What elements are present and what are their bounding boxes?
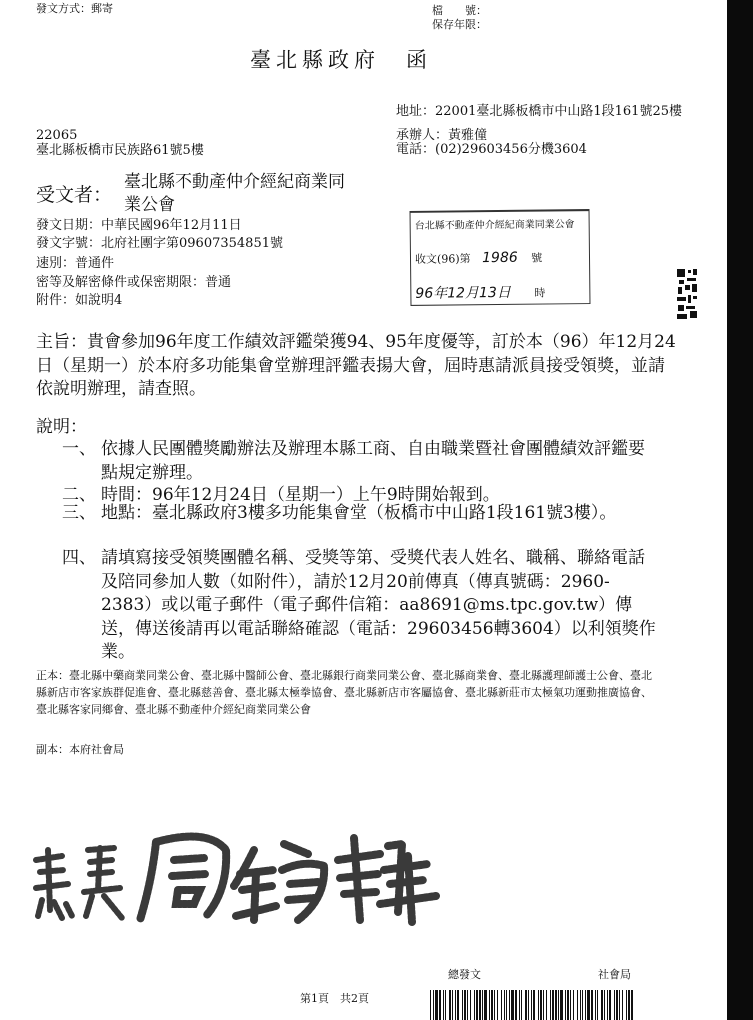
retention-label: 保存年限： xyxy=(432,18,487,31)
stamp-org: 台北縣不動產仲介經紀商業同業公會 xyxy=(414,219,575,232)
stamp-date-line xyxy=(415,282,545,303)
attachment: 附件：如說明4 xyxy=(36,293,123,308)
social-bureau: 社會局 xyxy=(598,968,631,981)
issue-date: 發文日期：中華民國96年12月11日 xyxy=(36,218,242,233)
contact-phone: 電話：(02)29603456分機3604 xyxy=(396,142,587,157)
stamp-receipt-line xyxy=(415,250,542,267)
barcode-icon xyxy=(428,990,636,1020)
subject-text: 貴會參加96年度工作績效評鑑榮獲94、95年度優等，訂於本（96）年12月24日（星期一）於本府多功能集會堂辦理評鑑表揚大會，屆時惠請派員接受領獎，並請依說明辦理，請查照。 xyxy=(36,332,676,399)
item-number: 二、 xyxy=(62,485,96,505)
doc-number: 發文字號：北府社團字第09607354851號 xyxy=(36,236,283,251)
copy-label: 副本： xyxy=(36,743,69,756)
qr-code-icon xyxy=(676,268,698,320)
item-text: 地點：臺北縣政府3樓多功能集會堂（板橋市中山路1段161號3樓）。 xyxy=(101,503,617,523)
stamp-hour-suffix: 時 xyxy=(534,286,546,300)
stamp-date: 96年12月13日 xyxy=(415,284,511,302)
subject-label: 主旨： xyxy=(36,332,87,352)
explanation-label: 說明： xyxy=(36,417,87,437)
item-text: 請填寫接受領獎團體名稱、受獎等第、受獎代表人姓名、職稱、聯絡電話及陪同參加人數（如附件），請於12月20前傳真（傳真號碼：2960-2383）或以電子郵件（電子郵件信箱：aa8691@ms.tpc.gov.tw）傳送，傳送後請再以電話聯絡確認（電話：29603456轉3604）以利領獎作業。 xyxy=(101,548,656,662)
delivery-method: 發文方式：郵寄 xyxy=(36,2,113,15)
subject xyxy=(36,331,676,402)
stamp-receipt-suffix: 號 xyxy=(531,251,543,265)
speed: 速別：普通件 xyxy=(36,256,115,271)
copy-text: 本府社會局 xyxy=(69,743,124,756)
item-number: 四、 xyxy=(62,548,96,568)
stamp-receipt-number: 1986 xyxy=(482,249,518,267)
signature xyxy=(28,820,448,930)
distribution-label: 正本： xyxy=(36,669,69,682)
item-text: 時間：96年12月24日（星期一）上午9時開始報到。 xyxy=(101,485,500,505)
recipient-address: 臺北縣板橋市民族路61號5樓 xyxy=(36,143,204,158)
scan-edge xyxy=(727,0,753,1020)
copy-line xyxy=(36,743,124,757)
general-dispatch: 總發文 xyxy=(448,968,481,981)
recipient-name-line1: 臺北縣不動產仲介經紀商業同 xyxy=(124,172,345,192)
page-number: 第1頁 共2頁 xyxy=(300,992,369,1005)
receipt-stamp xyxy=(410,209,591,306)
item-number: 三、 xyxy=(62,503,96,523)
item-text: 依據人民團體獎勵辦法及辦理本縣工商、自由職業暨社會團體績效評鑑要點規定辦理。 xyxy=(101,439,645,483)
recipient-label: 受文者： xyxy=(36,184,113,206)
recipient-name-line2: 業公會 xyxy=(124,195,175,215)
file-number-label: 檔 號： xyxy=(432,4,487,17)
distribution xyxy=(36,667,656,718)
item-number: 一、 xyxy=(62,439,96,459)
document-title: 臺北縣政府 函 xyxy=(250,48,432,72)
classification: 密等及解密條件或保密期限：普通 xyxy=(36,275,232,290)
sender-address: 地址：22001臺北縣板橋市中山路1段161號25樓 xyxy=(396,104,682,119)
distribution-text: 臺北縣中藥商業同業公會、臺北縣中醫師公會、臺北縣銀行商業同業公會、臺北縣商業會、臺北縣護理師護士公會、臺北縣新店市客家族群促進會、臺北縣慈善會、臺北縣太極拳協會、臺北縣新店市客屬協會、臺北縣新莊市太極氣功運動推廣協會、臺北縣客家同鄉會、臺北縣不動產仲介經紀商業同業公會 xyxy=(36,669,652,716)
stamp-receipt-prefix: 收文(96)第 xyxy=(414,252,471,266)
contact-person: 承辦人：黃雅僮 xyxy=(396,128,488,143)
postal-code: 22065 xyxy=(36,128,78,143)
